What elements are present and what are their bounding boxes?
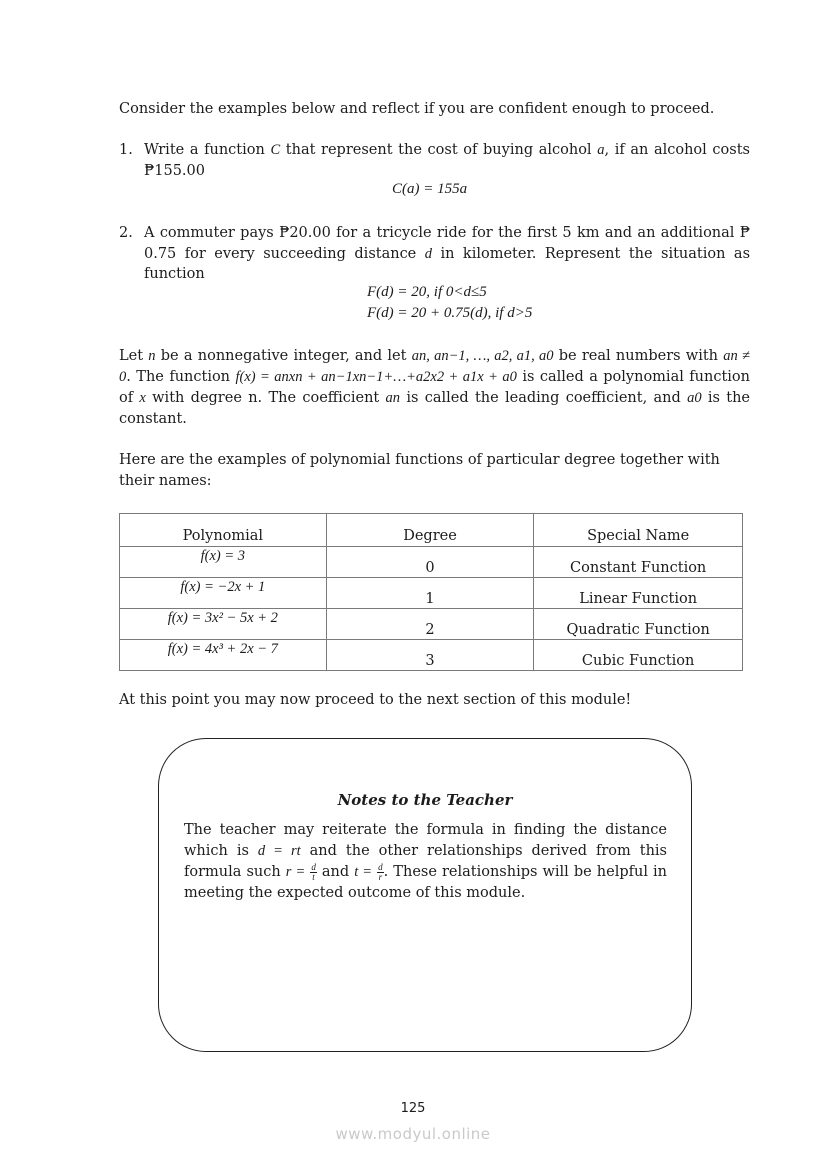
example-1 — [119, 140, 750, 181]
notes-to-teacher-box — [158, 738, 692, 1052]
definition-paragraph: Let n be a nonnegative integer, and let an, an−1, …, a2, a1, a0 be real numbers with an ≠ 0. The function f(x) = anxn + an−1xn−1+…+a2x2 + a1x + a0 is called a polynomial function of x with degree n. The coefficient an is called the leading coefficient, and a0 is the constant. — [119, 348, 750, 427]
example-1-text: Write a function C that represent the cost of buying alcohol a, if an alcohol costs ₱155.00 — [144, 142, 750, 179]
table-row — [120, 547, 743, 578]
notes-text: The teacher may reiterate the formula in finding the distance which is d = rt and the other relationships derived from this formula such r = $\frac{d}{t}$ and t = $\frac{d}{r}$ . These relationships will be helpful in meeting the expected outcome of this module. — [184, 822, 667, 901]
proceed-text: At this point you may now proceed to the next section of this module! — [119, 692, 632, 708]
cell-degree: 0 — [326, 547, 534, 578]
notes-title: Notes to the Teacher — [337, 791, 513, 809]
fraction-d-over-r: $\frac{d}{r}$ — [378, 861, 383, 882]
example-1-number: 1. — [119, 142, 133, 158]
cell-polynomial: f(x) = 4x³ + 2x − 7 — [120, 640, 327, 671]
example-2-number: 2. — [119, 225, 133, 241]
fraction-d-over-t: $\frac{d}{t}$ — [311, 861, 316, 882]
table-row — [120, 609, 743, 640]
example-2-formula-2: F(d) = 20 + 0.75(d), if d>5 — [367, 305, 533, 321]
page-number: 125 — [400, 1101, 426, 1116]
cell-special-name: Quadratic Function — [534, 609, 743, 640]
cell-polynomial: f(x) = 3 — [120, 547, 327, 578]
cell-special-name: Linear Function — [534, 578, 743, 609]
watermark: www.modyul.online — [335, 1125, 491, 1143]
cell-special-name: Cubic Function — [534, 640, 743, 671]
examples-intro: Here are the examples of polynomial functions of particular degree together with their names: — [119, 452, 720, 489]
table-header-row — [120, 514, 743, 547]
table-row — [120, 578, 743, 609]
header-polynomial: Polynomial — [120, 514, 327, 547]
example-1-formula: C(a) = 155a — [392, 181, 468, 197]
intro-text: Consider the examples below and reflect if you are confident enough to proceed. — [119, 101, 715, 117]
example-2-formula-1: F(d) = 20, if 0<d≤5 — [367, 284, 487, 300]
cell-special-name: Constant Function — [534, 547, 743, 578]
table-row — [120, 640, 743, 671]
polynomial-table — [119, 513, 743, 671]
header-special-name: Special Name — [534, 514, 743, 547]
header-degree: Degree — [326, 514, 534, 547]
cell-degree: 1 — [326, 578, 534, 609]
cell-degree: 2 — [326, 609, 534, 640]
cell-degree: 3 — [326, 640, 534, 671]
cell-polynomial: f(x) = −2x + 1 — [120, 578, 327, 609]
example-2-text: A commuter pays ₱20.00 for a tricycle ride for the first 5 km and an additional ₱ 0.75 for every succeeding distance d in kilometer. Represent the situation as function — [144, 225, 751, 282]
cell-polynomial: f(x) = 3x² − 5x + 2 — [120, 609, 327, 640]
example-2 — [119, 223, 750, 285]
